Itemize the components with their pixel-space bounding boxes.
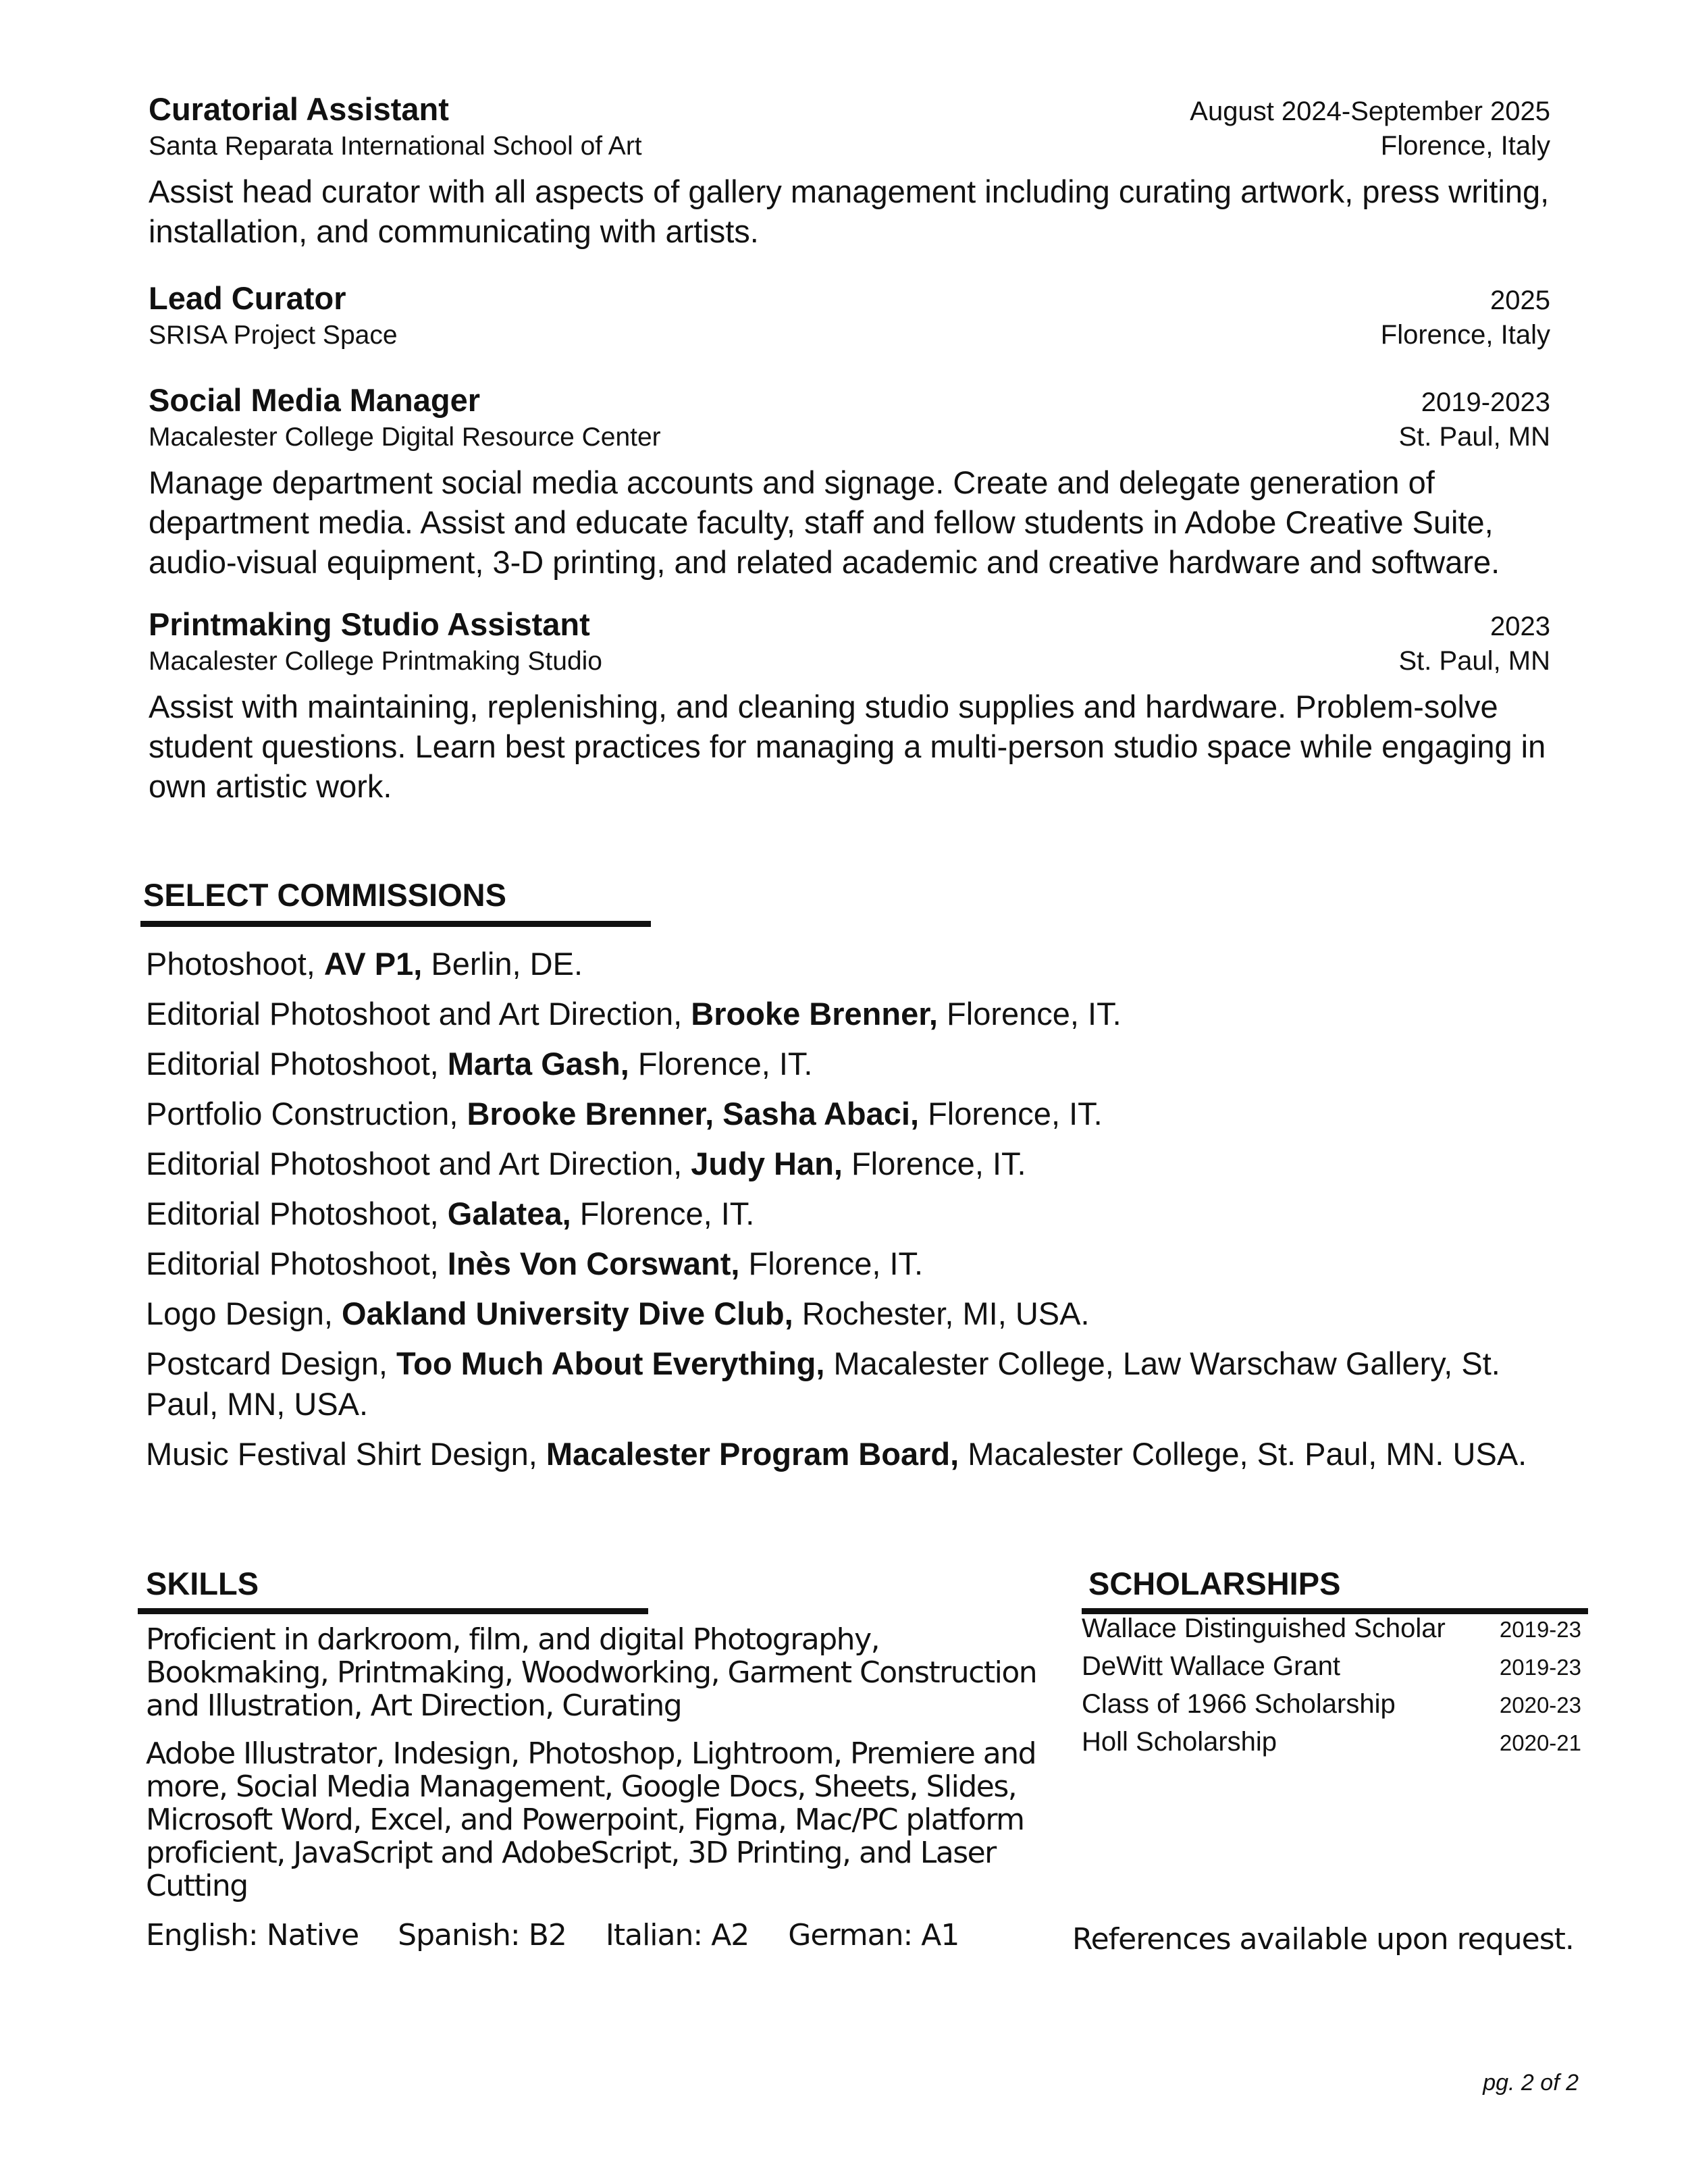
skills-heading: SKILLS: [146, 1566, 259, 1601]
job-organization: SRISA Project Space: [149, 321, 398, 350]
job-location: St. Paul, MN: [1398, 422, 1550, 452]
job-date: 2025: [1490, 286, 1550, 315]
page-number: pg. 2 of 2: [1483, 2070, 1579, 2096]
languages-row: [146, 1917, 998, 1954]
job-organization: Macalester College Digital Resource Center: [149, 423, 661, 452]
language-spanish: Spanish: B2: [398, 1918, 566, 1952]
language-german: German: A1: [788, 1918, 959, 1952]
skills-craft-text: Proficient in darkroom, film, and digital Photography, Bookmaking, Printmaking, Woodworking, Garment Construction and Illustration, Art Direction, Curating: [146, 1622, 1037, 1723]
job-date: August 2024-September 2025: [1190, 97, 1550, 126]
job-description: Assist head curator with all aspects of gallery management including curating artwork, press writing, installation, and communicating with artists.: [149, 174, 1550, 249]
experience-entry: [149, 606, 1550, 806]
job-description: Manage department social media accounts and signage. Create and delegate generation of department media. Assist and educate faculty, staff and fellow students in Adobe Creative Suite, audio-visual equipment, 3-D printing, and related academic and creative hardware and software.: [149, 464, 1500, 580]
job-organization: Macalester College Printmaking Studio: [149, 647, 602, 676]
job-location: Florence, Italy: [1380, 320, 1550, 350]
job-location: St. Paul, MN: [1398, 646, 1550, 676]
scholarship-years: 2019-23: [1499, 1655, 1581, 1680]
job-date: 2019-2023: [1421, 388, 1550, 417]
skills-heading-rule: [138, 1608, 648, 1614]
experience-entry: [149, 279, 1550, 351]
commission-item: Editorial Photoshoot and Art Direction, Judy Han, Florence, IT.: [146, 1146, 1026, 1181]
commission-item: Logo Design, Oakland University Dive Club, Rochester, MI, USA.: [146, 1296, 1090, 1331]
commission-item: Editorial Photoshoot, Galatea, Florence, IT.: [146, 1196, 755, 1231]
job-title: Lead Curator: [149, 280, 346, 316]
scholarship-item: [1082, 1651, 1581, 1689]
job-title: Social Media Manager: [149, 382, 481, 418]
scholarship-name: DeWitt Wallace Grant: [1082, 1651, 1341, 1681]
experience-entry: [149, 90, 1550, 251]
scholarship-item: [1082, 1727, 1581, 1765]
job-title: Printmaking Studio Assistant: [149, 606, 590, 642]
job-location: Florence, Italy: [1380, 131, 1550, 161]
skills-section: [146, 1623, 1057, 1917]
commission-item: Photoshoot, AV P1, Berlin, DE.: [146, 946, 583, 982]
job-description: Assist with maintaining, replenishing, and cleaning studio supplies and hardware. Problem-solve student questions. Learn best practices for managing a multi-person studio space while engaging in own artistic work.: [149, 689, 1546, 804]
scholarship-years: 2019-23: [1499, 1617, 1581, 1642]
job-title: Curatorial Assistant: [149, 91, 449, 127]
commissions-heading: SELECT COMMISSIONS: [143, 877, 506, 913]
commission-item: Editorial Photoshoot and Art Direction, Brooke Brenner, Florence, IT.: [146, 996, 1122, 1032]
job-date: 2023: [1490, 612, 1550, 641]
commission-item: Music Festival Shirt Design, Macalester Program Board, Macalester College, St. Paul, MN. USA.: [146, 1436, 1527, 1472]
references-note: References available upon request.: [1072, 1922, 1574, 1956]
commissions-list: [146, 944, 1577, 1484]
scholarship-item: [1082, 1689, 1581, 1727]
commissions-heading-rule: [140, 921, 651, 927]
scholarships-list: [1082, 1614, 1581, 1765]
commission-item: Editorial Photoshoot, Inès Von Corswant, Florence, IT.: [146, 1246, 924, 1281]
scholarship-item: [1082, 1614, 1581, 1651]
commission-item: Postcard Design, Too Much About Everything, Macalester College, Law Warschaw Gallery, St. Paul, MN, USA.: [146, 1346, 1500, 1422]
scholarship-name: Holl Scholarship: [1082, 1727, 1277, 1757]
language-english: English: Native: [146, 1918, 359, 1952]
scholarship-years: 2020-21: [1499, 1730, 1581, 1755]
skills-software-text: Adobe Illustrator, Indesign, Photoshop, Lightroom, Premiere and more, Social Media Management, Google Docs, Sheets, Slides, Microsoft Word, Excel, and Powerpoint, Figma, Mac/PC platform proficient, JavaScript and AdobeScript, 3D Printing, and Laser Cutting: [146, 1736, 1036, 1903]
commission-item: Editorial Photoshoot, Marta Gash, Florence, IT.: [146, 1046, 813, 1082]
scholarship-name: Class of 1966 Scholarship: [1082, 1689, 1396, 1719]
experience-entry: [149, 381, 1550, 582]
scholarship-years: 2020-23: [1499, 1693, 1581, 1717]
scholarships-heading: SCHOLARSHIPS: [1088, 1566, 1341, 1601]
language-italian: Italian: A2: [605, 1918, 749, 1952]
commission-item: Portfolio Construction, Brooke Brenner, Sasha Abaci, Florence, IT.: [146, 1096, 1103, 1131]
job-organization: Santa Reparata International School of Art: [149, 132, 642, 161]
scholarship-name: Wallace Distinguished Scholar: [1082, 1614, 1446, 1643]
